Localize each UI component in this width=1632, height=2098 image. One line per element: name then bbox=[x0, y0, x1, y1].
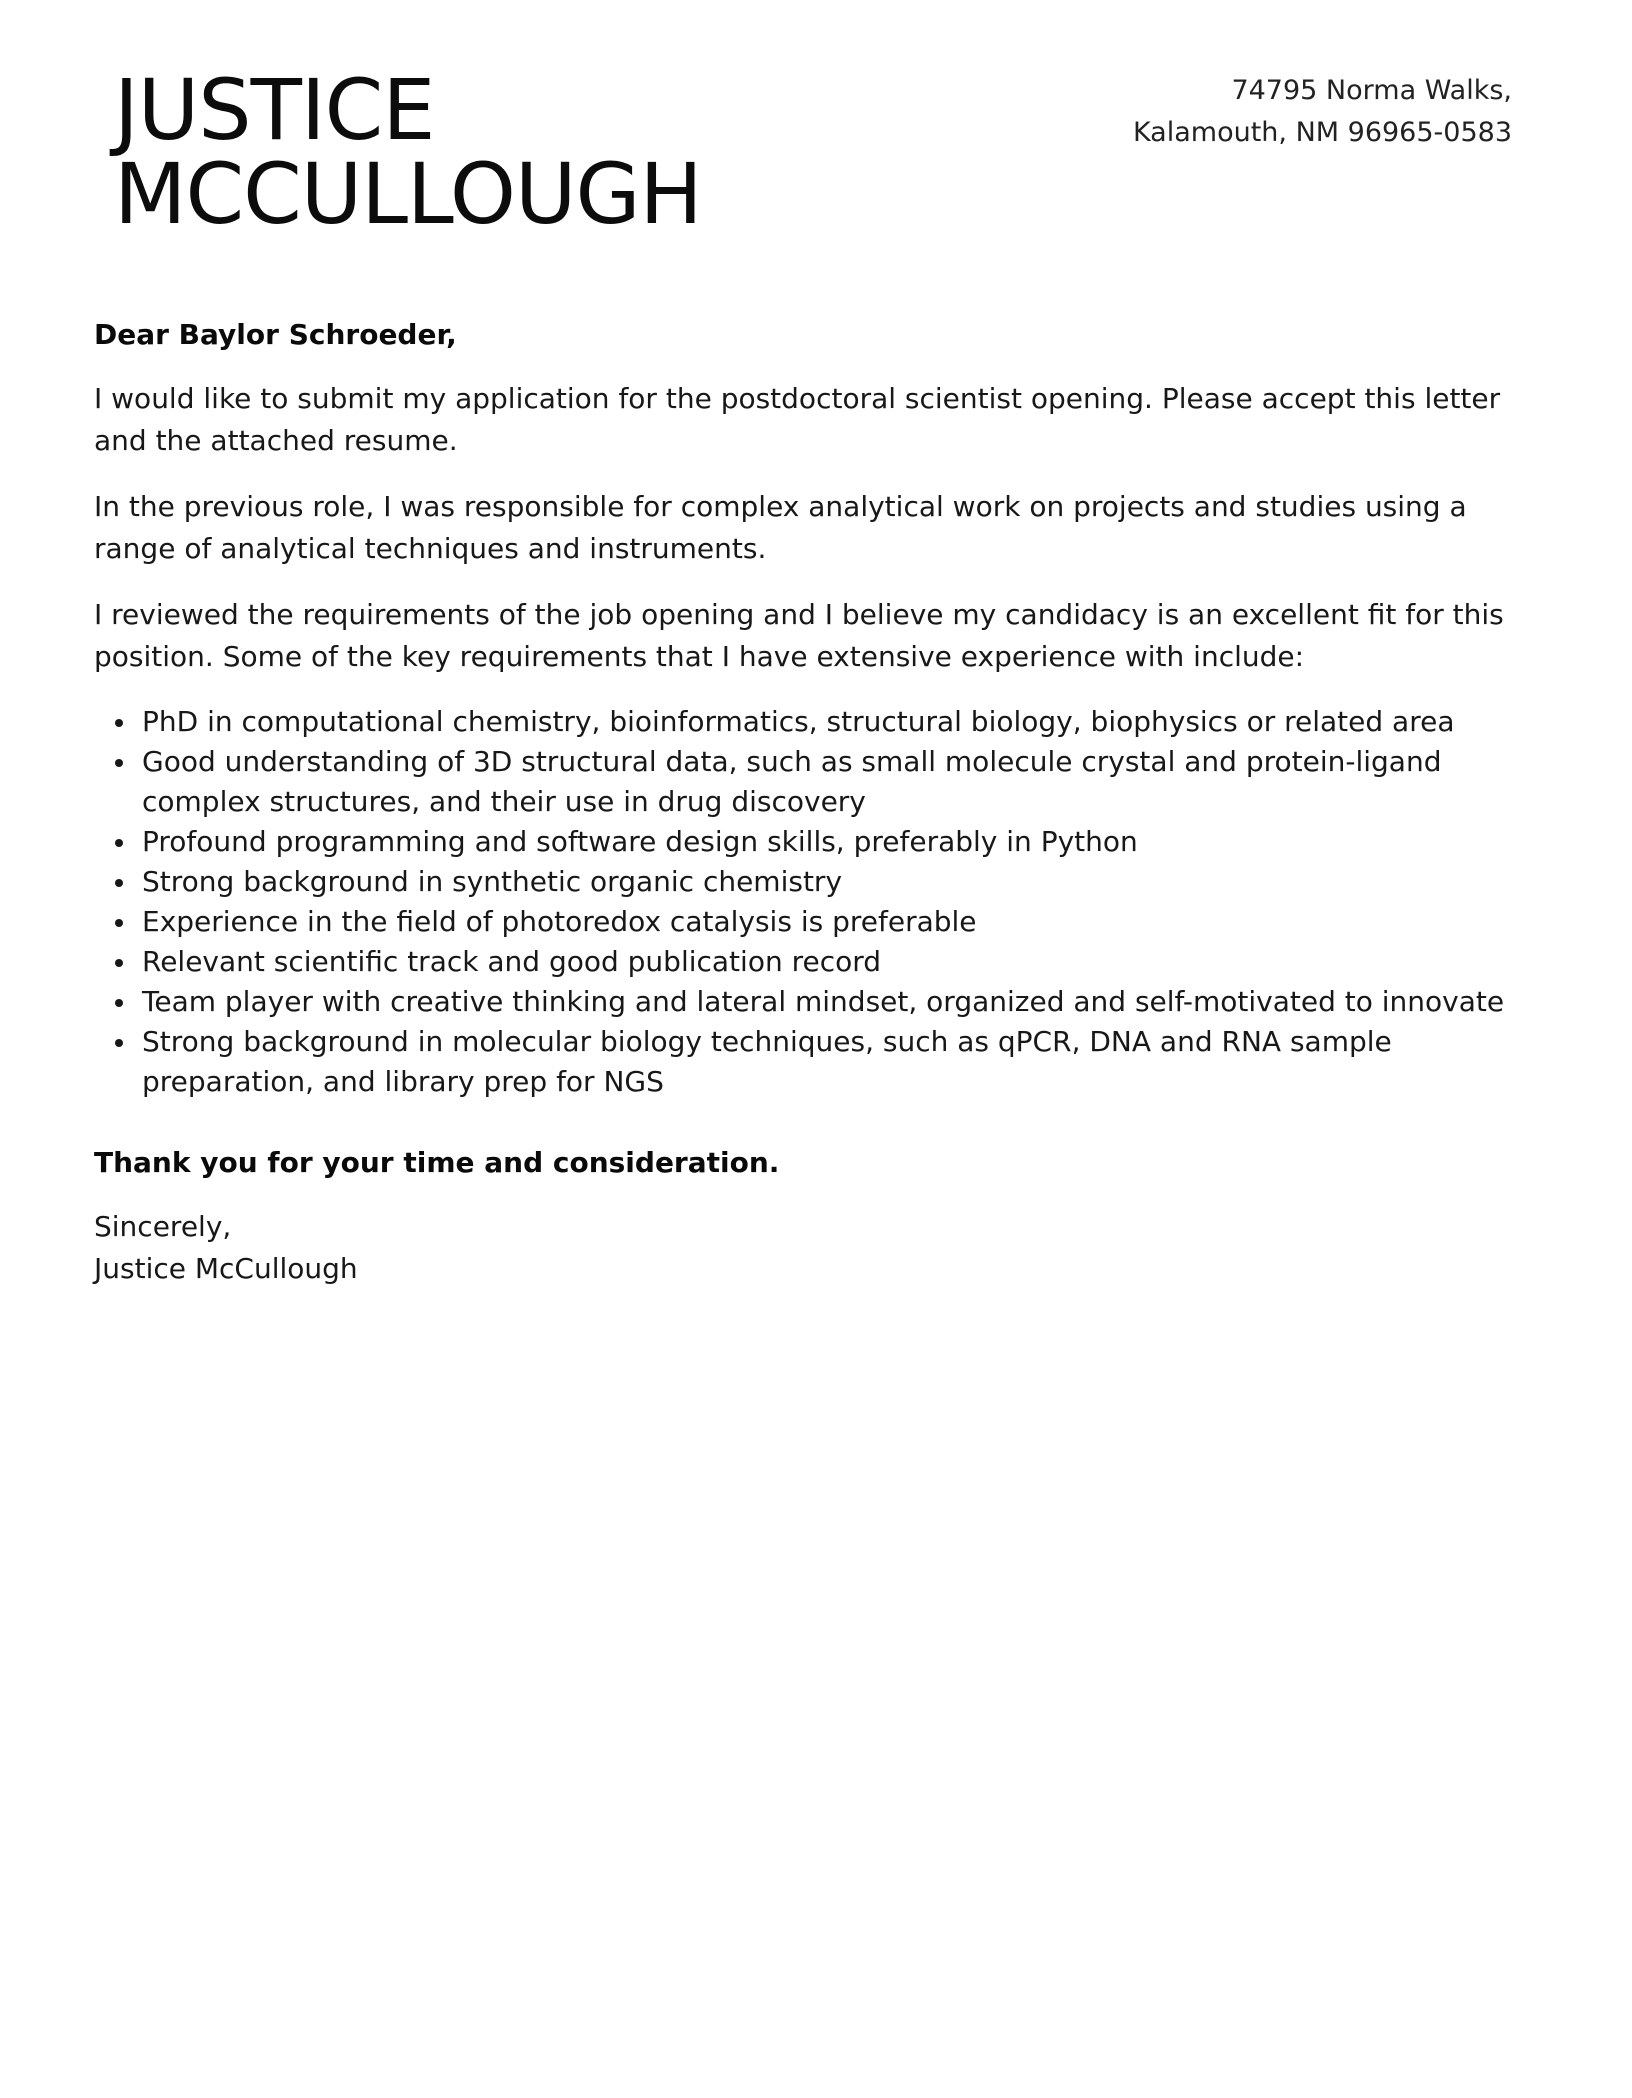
intro-paragraph: I would like to submit my application for the postdoctoral scientist opening. Please accept this letter and the attached resume. bbox=[94, 382, 1501, 457]
requirement-item: Strong background in molecular biology techniques, such as qPCR, DNA and RNA sample preparation, and library prep for NGS bbox=[142, 1022, 1534, 1102]
requirement-item: Team player with creative thinking and lateral mindset, organized and self-motivated to innovate bbox=[142, 982, 1534, 1022]
closing-line: Thank you for your time and consideration. bbox=[94, 1146, 780, 1179]
requirement-item: Strong background in synthetic organic chemistry bbox=[142, 862, 1534, 902]
address-line-2: Kalamouth, NM 96965-0583 bbox=[1132, 117, 1512, 148]
salutation: Dear Baylor Schroeder, bbox=[94, 318, 457, 351]
requirement-item: Profound programming and software design skills, preferably in Python bbox=[142, 822, 1534, 862]
applicant-name-line-2: MCCULLOUGH bbox=[114, 145, 702, 243]
address-line-1: 74795 Norma Walks, bbox=[1231, 75, 1512, 106]
experience-paragraph: In the previous role, I was responsible for complex analytical work on projects and studies using a range of analytical techniques and instruments. bbox=[94, 490, 1467, 565]
requirement-item: PhD in computational chemistry, bioinformatics, structural biology, biophysics or related area bbox=[142, 702, 1534, 742]
sign-off-block bbox=[94, 1206, 1534, 1290]
requirements-intro-paragraph: I reviewed the requirements of the job opening and I believe my candidacy is an excellent fit for this position. Some of the key requirements that I have extensive experience with include: bbox=[94, 598, 1504, 673]
requirements-list bbox=[94, 702, 1534, 1102]
applicant-name-line-1: JUSTICE bbox=[114, 61, 435, 159]
applicant-name bbox=[114, 61, 1014, 243]
requirement-item: Good understanding of 3D structural data, such as small molecule crystal and protein-ligand complex structures, and their use in drug discovery bbox=[142, 742, 1534, 822]
sign-off: Sincerely, bbox=[94, 1210, 232, 1243]
signature-name: Justice McCullough bbox=[94, 1252, 358, 1285]
requirement-item: Experience in the field of photoredox catalysis is preferable bbox=[142, 902, 1534, 942]
applicant-address bbox=[1133, 70, 1512, 154]
letter-body bbox=[94, 314, 1534, 1290]
requirement-item: Relevant scientific track and good publication record bbox=[142, 942, 1534, 982]
